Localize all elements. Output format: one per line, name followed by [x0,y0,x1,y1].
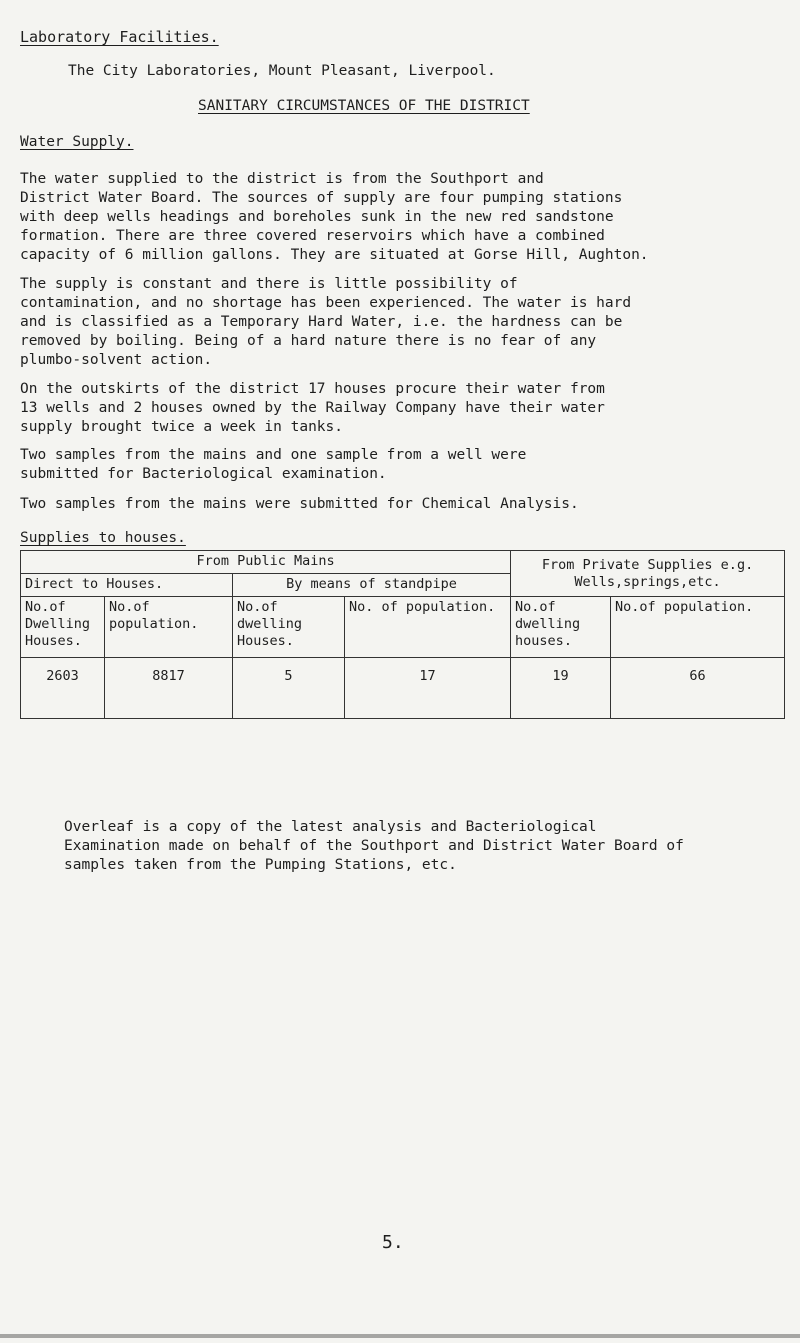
column-header: No. of population. [345,597,511,658]
page-number: 5. [382,1232,404,1253]
water-supply-heading: Water Supply. [20,134,134,150]
header-direct: Direct to Houses. [21,574,233,597]
table-cell: 5 [233,658,345,719]
table-cell: 66 [611,658,785,719]
paragraph-supply-quality: The supply is constant and there is little possibility of contamination, and no shortage has been experienced. The water is hard and is classified as a Temporary Hard Water, i.e. the hardness can be removed by boiling. Being of a hard nature there is no fear of any plumbo-solvent action. [20,276,632,368]
section-title: Laboratory Facilities. [20,28,219,46]
column-header: No.of population. [105,597,233,658]
scan-edge [0,1334,800,1338]
paragraph-outskirts: On the outskirts of the district 17 houses procure their water from 13 wells and 2 houses owned by the Railway Company have their water supply brought twice a week in tanks. [20,381,605,435]
column-header: No.of Dwelling Houses. [21,597,105,658]
column-header: No.of dwelling houses. [511,597,611,658]
table-cell: 8817 [105,658,233,719]
laboratory-line: The City Laboratories, Mount Pleasant, Liverpool. [68,63,496,79]
paragraph-overleaf: Overleaf is a copy of the latest analysis and Bacteriological Examination made on behalf of the Southport and District Water Board of samples taken from the Pumping Stations, etc. [64,819,684,873]
header-standpipe: By means of standpipe [233,574,511,597]
main-heading: SANITARY CIRCUMSTANCES OF THE DISTRICT [198,98,530,114]
paragraph-chemical: Two samples from the mains were submitted for Chemical Analysis. [20,496,579,512]
table-caption: Supplies to houses. [20,530,186,546]
table-cell: 19 [511,658,611,719]
column-header: No.of dwelling Houses. [233,597,345,658]
header-private-supplies: From Private Supplies e.g. Wells,springs,etc. [511,551,785,597]
paragraph-bacteriological: Two samples from the mains and one sample from a well were submitted for Bacteriological examination. [20,447,527,482]
header-public-mains: From Public Mains [21,551,511,574]
table-cell: 17 [345,658,511,719]
supplies-table [20,550,785,719]
column-header: No.of population. [611,597,785,658]
paragraph-water-source: The water supplied to the district is from the Southport and District Water Board. The sources of supply are four pumping stations with deep wells headings and boreholes sunk in the new red sandstone formation. There are three covered reservoirs which have a combined capacity of 6 million gallons. They are situated at Gorse Hill, Aughton. [20,171,649,263]
table-cell: 2603 [21,658,105,719]
